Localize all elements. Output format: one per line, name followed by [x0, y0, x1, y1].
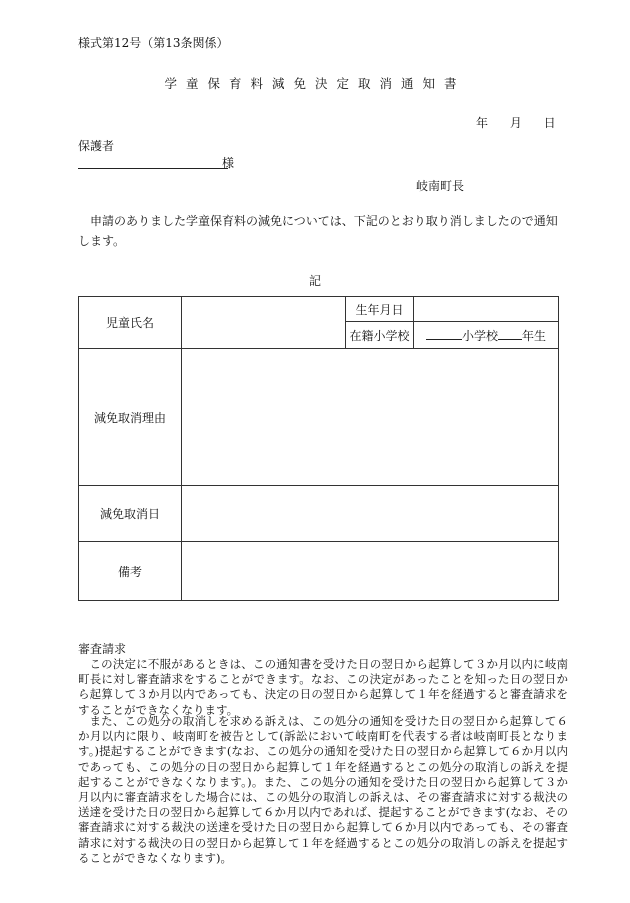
record-table — [78, 296, 559, 601]
remarks-label: 備考 — [79, 542, 182, 601]
child-name-label: 児童氏名 — [79, 297, 182, 349]
table-row — [79, 542, 559, 601]
cancel-date-cell — [182, 486, 559, 542]
remarks-cell — [182, 542, 559, 601]
guardian-name-line — [78, 168, 228, 169]
appeal-heading: 審査請求 — [78, 642, 127, 656]
table-row — [79, 349, 559, 486]
guardian-label: 保護者 — [78, 139, 115, 153]
reason-cell — [182, 349, 559, 486]
form-number: 様式第12号（第13条関係） — [78, 36, 229, 50]
birthdate-label: 生年月日 — [346, 297, 414, 322]
school-label: 在籍小学校 — [346, 322, 414, 349]
issuer-name: 岐南町長 — [416, 179, 465, 193]
table-row — [79, 297, 559, 322]
table-row — [79, 486, 559, 542]
document-title: 学童保育料減免決定取消通知書 — [164, 76, 466, 91]
ki-heading: 記 — [308, 274, 321, 288]
school-name-blank — [426, 327, 462, 340]
notice-body-text: 申請のありました学童保育料の減免については、下記のとおり取り消しましたので通知します。 — [78, 214, 558, 248]
cancel-date-label: 減免取消日 — [79, 486, 182, 542]
date-line: 年 月 日 — [476, 116, 556, 130]
reason-label: 減免取消理由 — [79, 349, 182, 486]
school-suffix: 小学校 — [461, 328, 498, 343]
grade-blank — [498, 327, 522, 340]
grade-suffix: 年生 — [522, 328, 547, 343]
notice-body — [78, 211, 568, 251]
child-name-cell — [182, 297, 346, 349]
birthdate-cell — [414, 297, 559, 322]
appeal-paragraph-1: この決定に不服があるときは、この通知書を受けた日の翌日から起算して３か月以内に岐南町長に対し審査請求をすることができます。なお、この決定があったことを知った日の翌日から起算して３か月以内であっても、決定の日の翌日から起算して１年を経過すると審査請求をすることができなくなります。 — [78, 657, 568, 717]
honorific-label: 様 — [222, 156, 235, 170]
appeal-paragraph-2: また、この処分の取消しを求める訴えは、この処分の通知を受けた日の翌日から起算して６か月以内に限り、岐南町を被告として(訴訟において岐南町を代表する者は岐南町長となります。)提起することができます(なお、この処分の通知を受けた日の翌日から起算して６か月以内であっても、この処分の日の翌日から起算して１年を経過するとこの処分の取消しの訴えを提起することができなくなります。)。また、この処分の通知を受けた日の翌日から起算して３か月以内に審査請求をした場合には、この処分の取消しの訴えは、その審査請求に対する裁決の送達を受けた日の翌日から起算して６か月以内であれば、提起することができます(なお、その審査請求に対する裁決の送達を受けた日の翌日から起算して６か月以内であっても、その審査請求に対する裁決の日の翌日から起算して１年を経過するとこの処分の取消しの訴えを提起することができなくなります)。 — [78, 714, 568, 865]
school-cell — [414, 322, 559, 349]
